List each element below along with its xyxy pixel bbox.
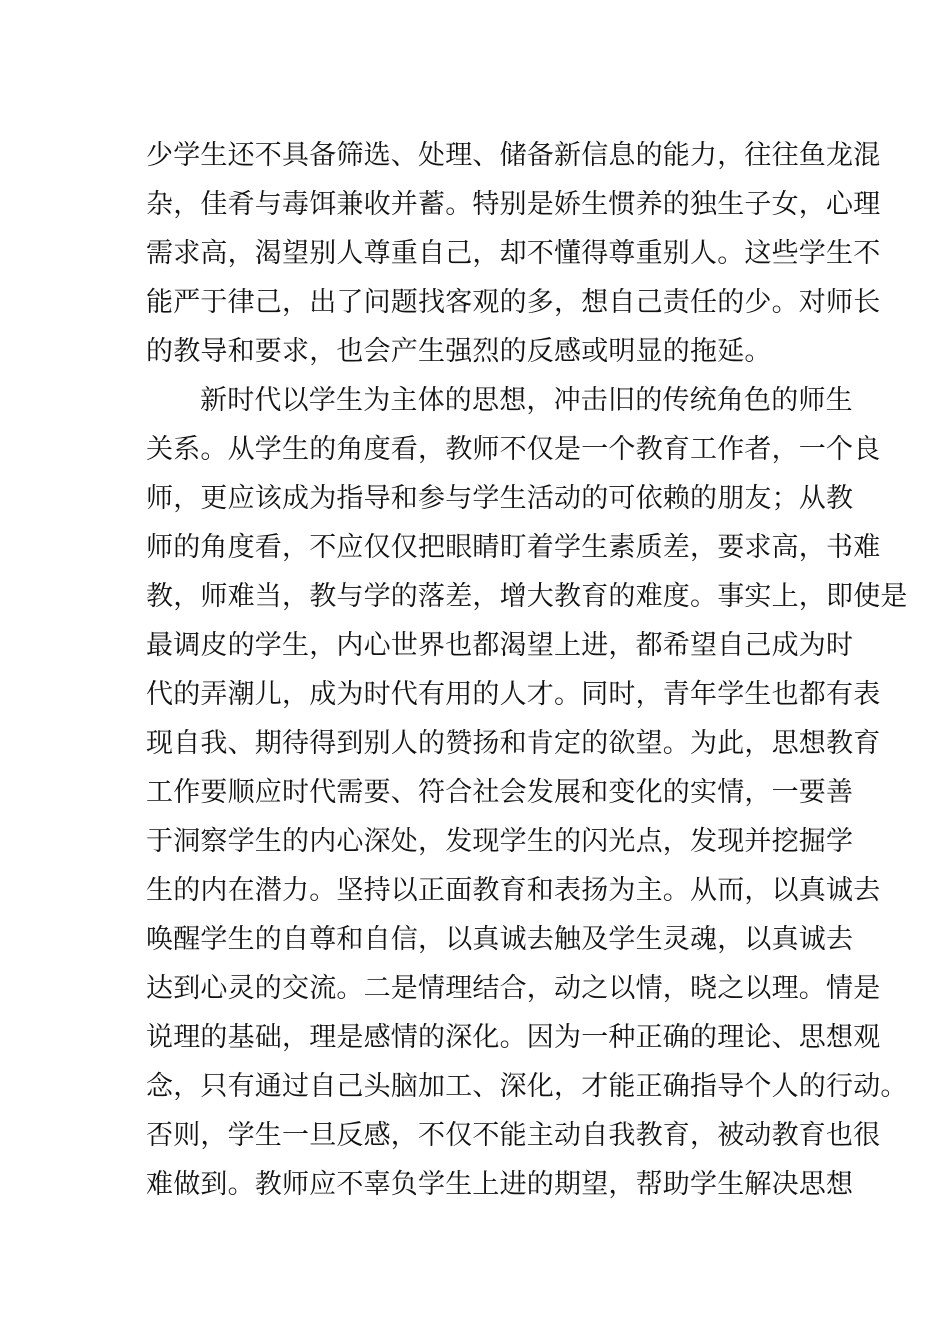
text-line: 杂，佳肴与毒饵兼收并蓄。特别是娇生惯养的独生子女，心理 bbox=[146, 189, 881, 220]
text-line: 难做到。教师应不辜负学生上进的期望，帮助学生解决思想 bbox=[146, 1169, 854, 1200]
text-line: 于洞察学生的内心深处，发现学生的闪光点，发现并挖掘学 bbox=[146, 826, 854, 857]
text-line: 师，更应该成为指导和参与学生活动的可依赖的朋友；从教 bbox=[146, 483, 854, 514]
paragraph bbox=[146, 131, 881, 376]
text-line: 新时代以学生为主体的思想，冲击旧的传统角色的师生 bbox=[200, 385, 853, 416]
body-text bbox=[146, 131, 908, 1209]
text-line: 否则，学生一旦反感，不仅不能主动自我教育，被动教育也很 bbox=[146, 1120, 881, 1151]
text-line: 少学生还不具备筛选、处理、储备新信息的能力，往往鱼龙混 bbox=[146, 140, 881, 171]
text-line: 代的弄潮儿，成为时代有用的人才。同时，青年学生也都有表 bbox=[146, 679, 881, 710]
text-line: 教，师难当，教与学的落差，增大教育的难度。事实上，即使是 bbox=[146, 581, 908, 612]
text-line: 现自我、期待得到别人的赞扬和肯定的欲望。为此，思想教育 bbox=[146, 728, 881, 759]
text-line: 唤醒学生的自尊和自信，以真诚去触及学生灵魂，以真诚去 bbox=[146, 924, 854, 955]
text-line: 最调皮的学生，内心世界也都渴望上进，都希望自己成为时 bbox=[146, 630, 854, 661]
paragraph bbox=[146, 376, 908, 1209]
text-line: 关系。从学生的角度看，教师不仅是一个教育工作者，一个良 bbox=[146, 434, 881, 465]
text-line: 念，只有通过自己头脑加工、深化，才能正确指导个人的行动。 bbox=[146, 1071, 908, 1102]
text-line: 需求高，渴望别人尊重自己，却不懂得尊重别人。这些学生不 bbox=[146, 238, 881, 269]
text-line: 说理的基础，理是感情的深化。因为一种正确的理论、思想观 bbox=[146, 1022, 881, 1053]
text-line: 能严于律己，出了问题找客观的多，想自己责任的少。对师长 bbox=[146, 287, 881, 318]
text-line: 的教导和要求，也会产生强烈的反感或明显的拖延。 bbox=[146, 336, 772, 367]
text-line: 生的内在潜力。坚持以正面教育和表扬为主。从而，以真诚去 bbox=[146, 875, 881, 906]
text-line: 工作要顺应时代需要、符合社会发展和变化的实情，一要善 bbox=[146, 777, 854, 808]
text-line: 达到心灵的交流。二是情理结合，动之以情，晓之以理。情是 bbox=[146, 973, 881, 1004]
text-line: 师的角度看，不应仅仅把眼睛盯着学生素质差，要求高，书难 bbox=[146, 532, 881, 563]
